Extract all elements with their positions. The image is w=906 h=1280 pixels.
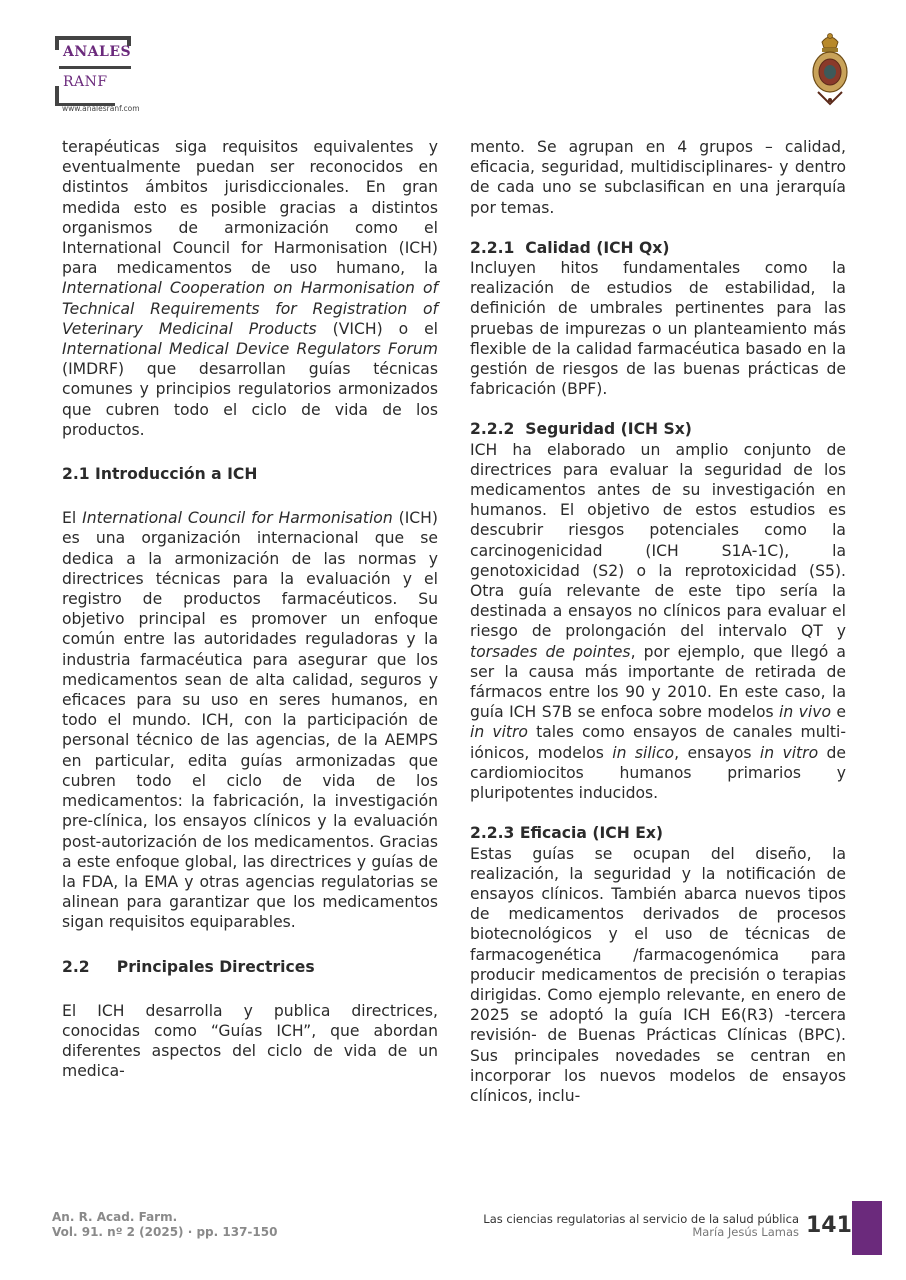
safety-paragraph: [470, 440, 846, 804]
left-column: [62, 137, 438, 1082]
text-run: (VICH) o el: [316, 319, 439, 338]
left-paragraph-1: [62, 137, 438, 440]
journal-logo: [55, 36, 185, 116]
italic-run: in vitro: [759, 743, 819, 762]
footer-citation: [52, 1210, 277, 1240]
logo-url: www.analesranf.com: [62, 104, 140, 113]
text-run: ICH ha elaborado un amplio conjunto de directrices para evaluar la seguridad de los medicamentos antes de su investigación en humanos. El objetivo de estos estudios es descubrir riesgos potenciales como la carcinogenicidad (ICH S1A-1C), la genotoxicidad (S2) o la reprotoxicidad (S5). Otra guía relevante de este tipo sería la destinada a ensayos no clínicos para evaluar el riesgo de prolongación del intervalo QT y: [470, 440, 846, 641]
footer-article-info: [483, 1213, 799, 1239]
logo-ranf-text: RANF: [63, 74, 108, 90]
page-edge-tab: [852, 1201, 882, 1255]
footer-article-title: Las ciencias regulatorias al servicio de la salud pública: [483, 1212, 799, 1226]
left-paragraph-3: El ICH desarrolla y publica directrices, conocidas como “Guías ICH”, que abordan diferentes aspectos del ciclo de vida de un medica-: [62, 1001, 438, 1081]
text-run: , por ejemplo, que llegó a ser la causa más importante de retirada de fármacos entre los 90 y 2010. En este caso, la guía ICH S7B se enfoca sobre modelos: [470, 642, 846, 722]
page-number: 141: [806, 1213, 852, 1238]
italic-run: torsades de pointes: [470, 642, 631, 661]
footer-journal: An. R. Acad. Farm.: [52, 1210, 178, 1224]
italic-run: International Council for Harmonisation: [82, 509, 393, 528]
heading-2-2-2: 2.2.2 Seguridad (ICH Sx): [470, 420, 692, 439]
text-run: terapéuticas siga requisitos equivalentes y eventualmente puedan ser reconocidos en distintos ámbitos jurisdiccionales. En gran medida esto es posible gracias a distintos organismos de armonización como el International Council for Harmonisation (ICH) para medicamentos de uso humano, la: [62, 138, 438, 278]
academy-crest-icon: [808, 30, 852, 106]
text-run: , ensayos: [674, 743, 760, 762]
italic-run: in silico: [612, 743, 675, 762]
heading-2-1: 2.1 Introducción a ICH: [62, 465, 258, 484]
footer-author: María Jesús Lamas: [692, 1225, 799, 1239]
quality-paragraph: Incluyen hitos fundamentales como la realización de estudios de estabilidad, la definición de umbrales pertinentes para las pruebas de impurezas o un planteamiento más flexible de la calidad farmacéutica basado en la gestión de riesgos de las buenas prácticas de fabricación (BPF).: [470, 259, 846, 399]
italic-run: in vitro: [470, 723, 528, 742]
footer-volume: Vol. 91. nº 2 (2025) · pp. 137-150: [52, 1225, 278, 1239]
right-column: [470, 137, 846, 1106]
text-run: (ICH) es una organización internacional que se dedica a la armonización de las normas y directrices técnicas para la evaluación y el registro de productos farmacéuticos. Su objetivo principal es promover un enfoque común entre las autoridades reguladoras y la industria farmacéutica para asegurar que los medicamentos sean de alta calidad, seguros y eficaces para su uso en seres humanos, en todo el mundo. ICH, con la participación de personal técnico de las agencias, de la AEMPS en particular, edita guías armonizadas que cubren todo el ciclo de vida de los medicamentos: la fabricación, la investigación pre-clínica, los ensayos clínicos y la evaluación post-autorización de los medicamentos. Gracias a este enfoque global, las directrices y guías de la FDA, la EMA y otras agencias regulatorias se alinean para garantizar que los medicamentos sigan requisitos equiparables.: [62, 509, 438, 932]
logo-frame-middle: [59, 66, 131, 69]
text-run: (IMDRF) que desarrollan guías técnicas comunes y principios regulatorios armonizados que cubren todo el ciclo de vida de los productos.: [62, 360, 438, 439]
text-run: de cardiomiocitos humanos primarios y pluripotentes inducidos.: [470, 743, 846, 803]
text-run: tales como ensayos de canales multi-iónicos, modelos: [470, 723, 846, 762]
italic-run: in vivo: [779, 703, 831, 722]
logo-frame-left-upper: [55, 36, 59, 50]
heading-2-2-1: 2.2.1 Calidad (ICH Qx): [470, 238, 670, 257]
logo-anales-text: ANALES: [63, 44, 132, 60]
left-paragraph-2: [62, 508, 438, 932]
heading-2-2: 2.2 Principales Directrices: [62, 957, 315, 976]
text-run: e: [830, 703, 846, 722]
italic-run: International Cooperation on Harmonisation of Technical Requirements for Registration of Veterinary Medicinal Products: [62, 279, 438, 338]
logo-frame-top: [55, 36, 131, 40]
right-paragraph-1: mento. Se agrupan en 4 grupos – calidad, eficacia, seguridad, multidisciplinares- y dentro de cada uno se subclasifican en una jerarquía por temas.: [470, 138, 846, 217]
text-run: El: [62, 509, 83, 528]
heading-2-2-3: 2.2.3 Eficacia (ICH Ex): [470, 824, 664, 843]
italic-run: International Medical Device Regulators Forum: [62, 340, 438, 359]
efficacy-paragraph: Estas guías se ocupan del diseño, la realización, la seguridad y la notificación de ensayos clínicos. También abarca nuevos tipos de medicamentos derivados de procesos biotecnológicos y el uso de técnicas de farmacogenética /farmacogenómica para producir medicamentos de precisión o terapias dirigidas. Como ejemplo relevante, en enero de 2025 se adoptó la guía ICH E6(R3) -tercera revisión- de Buenas Prácticas Clínicas (BPC). Sus principales novedades se centran en incorporar los nuevos modelos de ensayos clínicos, inclu-: [470, 844, 846, 1105]
